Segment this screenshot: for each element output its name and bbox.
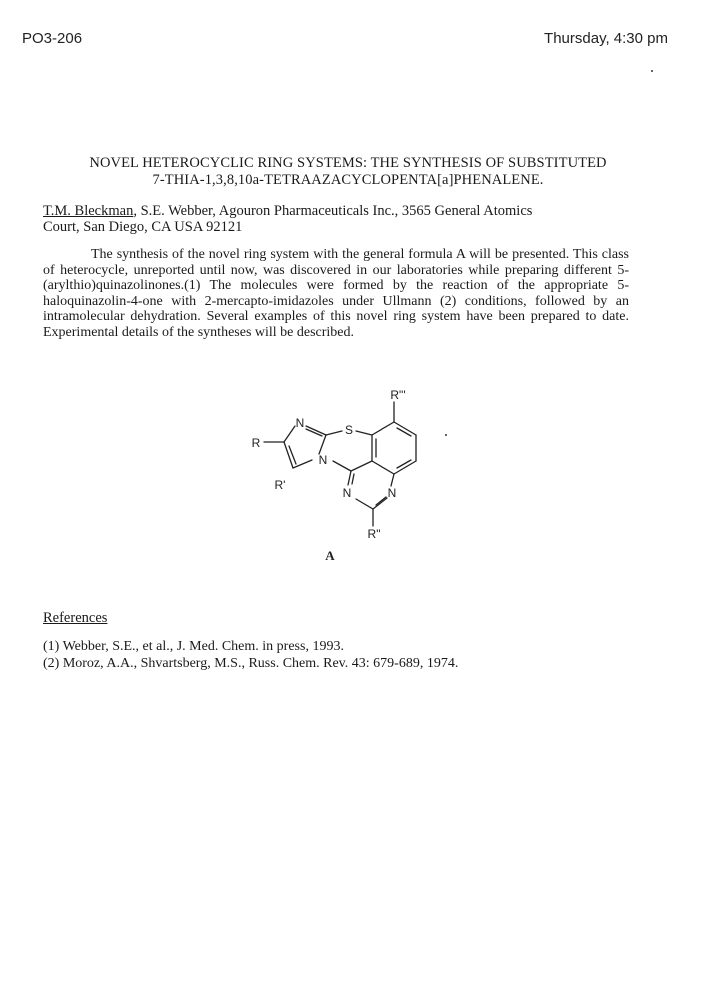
poster-code: PO3-206 xyxy=(22,30,83,47)
abstract-title xyxy=(40,155,656,189)
presenting-author: T.M. Bleckman xyxy=(43,203,134,219)
substituent-r-prime: R' xyxy=(274,478,286,492)
reference-item: (1) Webber, S.E., et al., J. Med. Chem. in press, 1993. xyxy=(43,639,344,654)
title-line-2: 7-THIA-1,3,8,10a-TETRAAZACYCLOPENTA[a]PHENALENE. xyxy=(152,172,544,188)
scan-speck xyxy=(445,434,447,436)
chemical-structure xyxy=(240,384,440,564)
session-time: Thursday, 4:30 pm xyxy=(544,30,668,47)
sulfur-atom: S xyxy=(344,423,354,437)
author-affiliation: , S.E. Webber, Agouron Pharmaceuticals Inc., 3565 General Atomics xyxy=(133,203,533,219)
references-heading: References xyxy=(43,610,108,626)
structure-figure xyxy=(240,384,440,569)
substituent-r: R xyxy=(251,436,261,450)
author-address: Court, San Diego, CA USA 92121 xyxy=(43,219,243,235)
pyrimidine-nitrogen-left: N xyxy=(342,486,352,500)
bridgehead-nitrogen: N xyxy=(318,453,328,467)
author-block xyxy=(43,203,633,235)
reference-item: (2) Moroz, A.A., Shvartsberg, M.S., Russ. Chem. Rev. 43: 679-689, 1974. xyxy=(43,656,459,671)
scan-speck xyxy=(651,70,653,72)
imidazole-nitrogen: N xyxy=(295,416,305,430)
formula-label: A xyxy=(325,548,335,563)
substituent-r-triple-prime: R"' xyxy=(390,388,406,402)
pyrimidine-nitrogen-right: N xyxy=(387,486,397,500)
title-line-1: NOVEL HETEROCYCLIC RING SYSTEMS: THE SYNTHESIS OF SUBSTITUTED xyxy=(89,155,607,171)
references-list xyxy=(43,638,458,672)
abstract-body: The synthesis of the novel ring system with the general formula A will be presented. This class of heterocycle, unreported until now, was discovered in our laboratories while preparing different 5-(arylthio)quinazolinones.(1) The molecules were formed by the reaction of the appropriate 5-haloquinazolin-4-one with 2-mercapto-imidazoles under Ullmann (2) conditions, followed by an intramolecular dehydration. Several examples of this novel ring system have been prepared to date. Experimental details of the syntheses will be described. xyxy=(43,247,629,340)
substituent-r-double-prime: R" xyxy=(367,527,381,541)
author-line-1 xyxy=(43,203,633,219)
